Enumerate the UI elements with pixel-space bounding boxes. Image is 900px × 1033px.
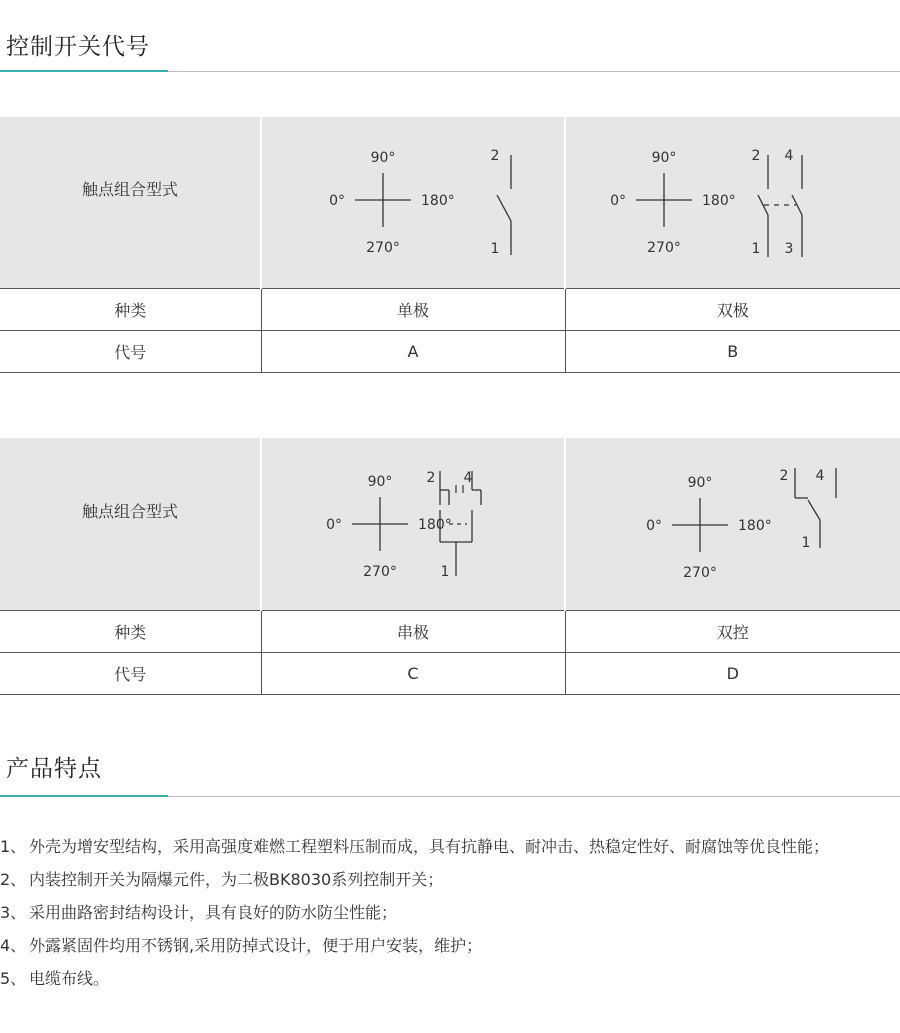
row-label-code: 代号: [0, 653, 261, 695]
code-value: A: [261, 331, 565, 373]
terminal-4-label: 4: [463, 470, 473, 486]
angle-90-label: 90°: [687, 475, 713, 491]
terminal-1-label: 1: [440, 564, 450, 580]
section-accent-bar: [0, 70, 168, 72]
feature-number: 4、: [0, 936, 27, 955]
type-value: 串极: [261, 611, 565, 653]
feature-text: 外露紧固件均用不锈钢,采用防掉式设计，便于用户安装，维护；: [29, 936, 483, 955]
terminal-4-label: 4: [784, 148, 794, 164]
feature-item: [0, 830, 900, 863]
switch-code-table-2: [0, 438, 900, 695]
terminal-2-label: 2: [779, 468, 789, 484]
angle-180-label: 180°: [421, 193, 455, 209]
terminal-1-label: 1: [751, 241, 761, 257]
angle-180-label: 180°: [418, 517, 452, 533]
contact-diagram-single-pole: [261, 117, 565, 289]
feature-item: [0, 962, 900, 995]
section-title-switch-codes: 控制开关代号: [6, 34, 150, 60]
contact-diagram-series-pole: [261, 438, 565, 611]
angle-90-label: 90°: [651, 150, 677, 166]
terminal-2-label: 2: [426, 470, 436, 486]
switch-code-table-1: [0, 117, 900, 373]
terminal-3-label: 3: [784, 241, 794, 257]
feature-item: [0, 863, 900, 896]
contact-diagram-double-pole: [565, 117, 900, 289]
section-accent-bar: [0, 795, 168, 797]
feature-list: [0, 830, 900, 995]
type-value: 单极: [261, 289, 565, 331]
angle-0-label: 0°: [326, 517, 342, 533]
feature-item: [0, 929, 900, 962]
terminal-2-label: 2: [751, 148, 761, 164]
code-value: D: [565, 653, 900, 695]
angle-90-label: 90°: [370, 150, 396, 166]
angle-180-label: 180°: [702, 193, 736, 209]
feature-text: 内装控制开关为隔爆元件，为二极BK8030系列控制开关；: [29, 870, 444, 889]
feature-number: 5、: [0, 969, 27, 988]
section-title-product-features: 产品特点: [6, 756, 102, 782]
single-pole-diagram: [263, 117, 563, 288]
feature-number: 3、: [0, 903, 27, 922]
row-label-contact-type: 触点组合型式: [0, 117, 261, 289]
angle-0-label: 0°: [646, 518, 662, 534]
feature-text: 电缆布线。: [29, 969, 110, 988]
terminal-2-label: 2: [490, 148, 500, 164]
feature-number: 1、: [0, 837, 27, 856]
code-value: C: [261, 653, 565, 695]
angle-0-label: 0°: [610, 193, 626, 209]
feature-text: 外壳为增安型结构，采用高强度难燃工程塑料压制而成，具有抗静电、耐冲击、热稳定性好、耐腐蚀等优良性能；: [29, 837, 830, 856]
type-value: 双控: [565, 611, 900, 653]
feature-number: 2、: [0, 870, 27, 889]
terminal-4-label: 4: [815, 468, 825, 484]
angle-270-label: 270°: [363, 564, 397, 580]
series-pole-diagram: [263, 438, 563, 610]
angle-270-label: 270°: [366, 240, 400, 256]
angle-270-label: 270°: [683, 565, 717, 581]
angle-270-label: 270°: [647, 240, 681, 256]
terminal-1-label: 1: [801, 535, 811, 551]
angle-0-label: 0°: [329, 193, 345, 209]
row-label-code: 代号: [0, 331, 261, 373]
double-pole-diagram: [568, 117, 898, 288]
row-label-type: 种类: [0, 289, 261, 331]
contact-diagram-dual-control: [565, 438, 900, 611]
angle-90-label: 90°: [367, 474, 393, 490]
feature-item: [0, 896, 900, 929]
row-label-type: 种类: [0, 611, 261, 653]
code-value: B: [565, 331, 900, 373]
angle-180-label: 180°: [738, 518, 772, 534]
feature-text: 采用曲路密封结构设计，具有良好的防水防尘性能；: [29, 903, 398, 922]
type-value: 双极: [565, 289, 900, 331]
dual-control-diagram: [568, 438, 898, 610]
row-label-contact-type: 触点组合型式: [0, 438, 261, 611]
terminal-1-label: 1: [490, 241, 500, 257]
